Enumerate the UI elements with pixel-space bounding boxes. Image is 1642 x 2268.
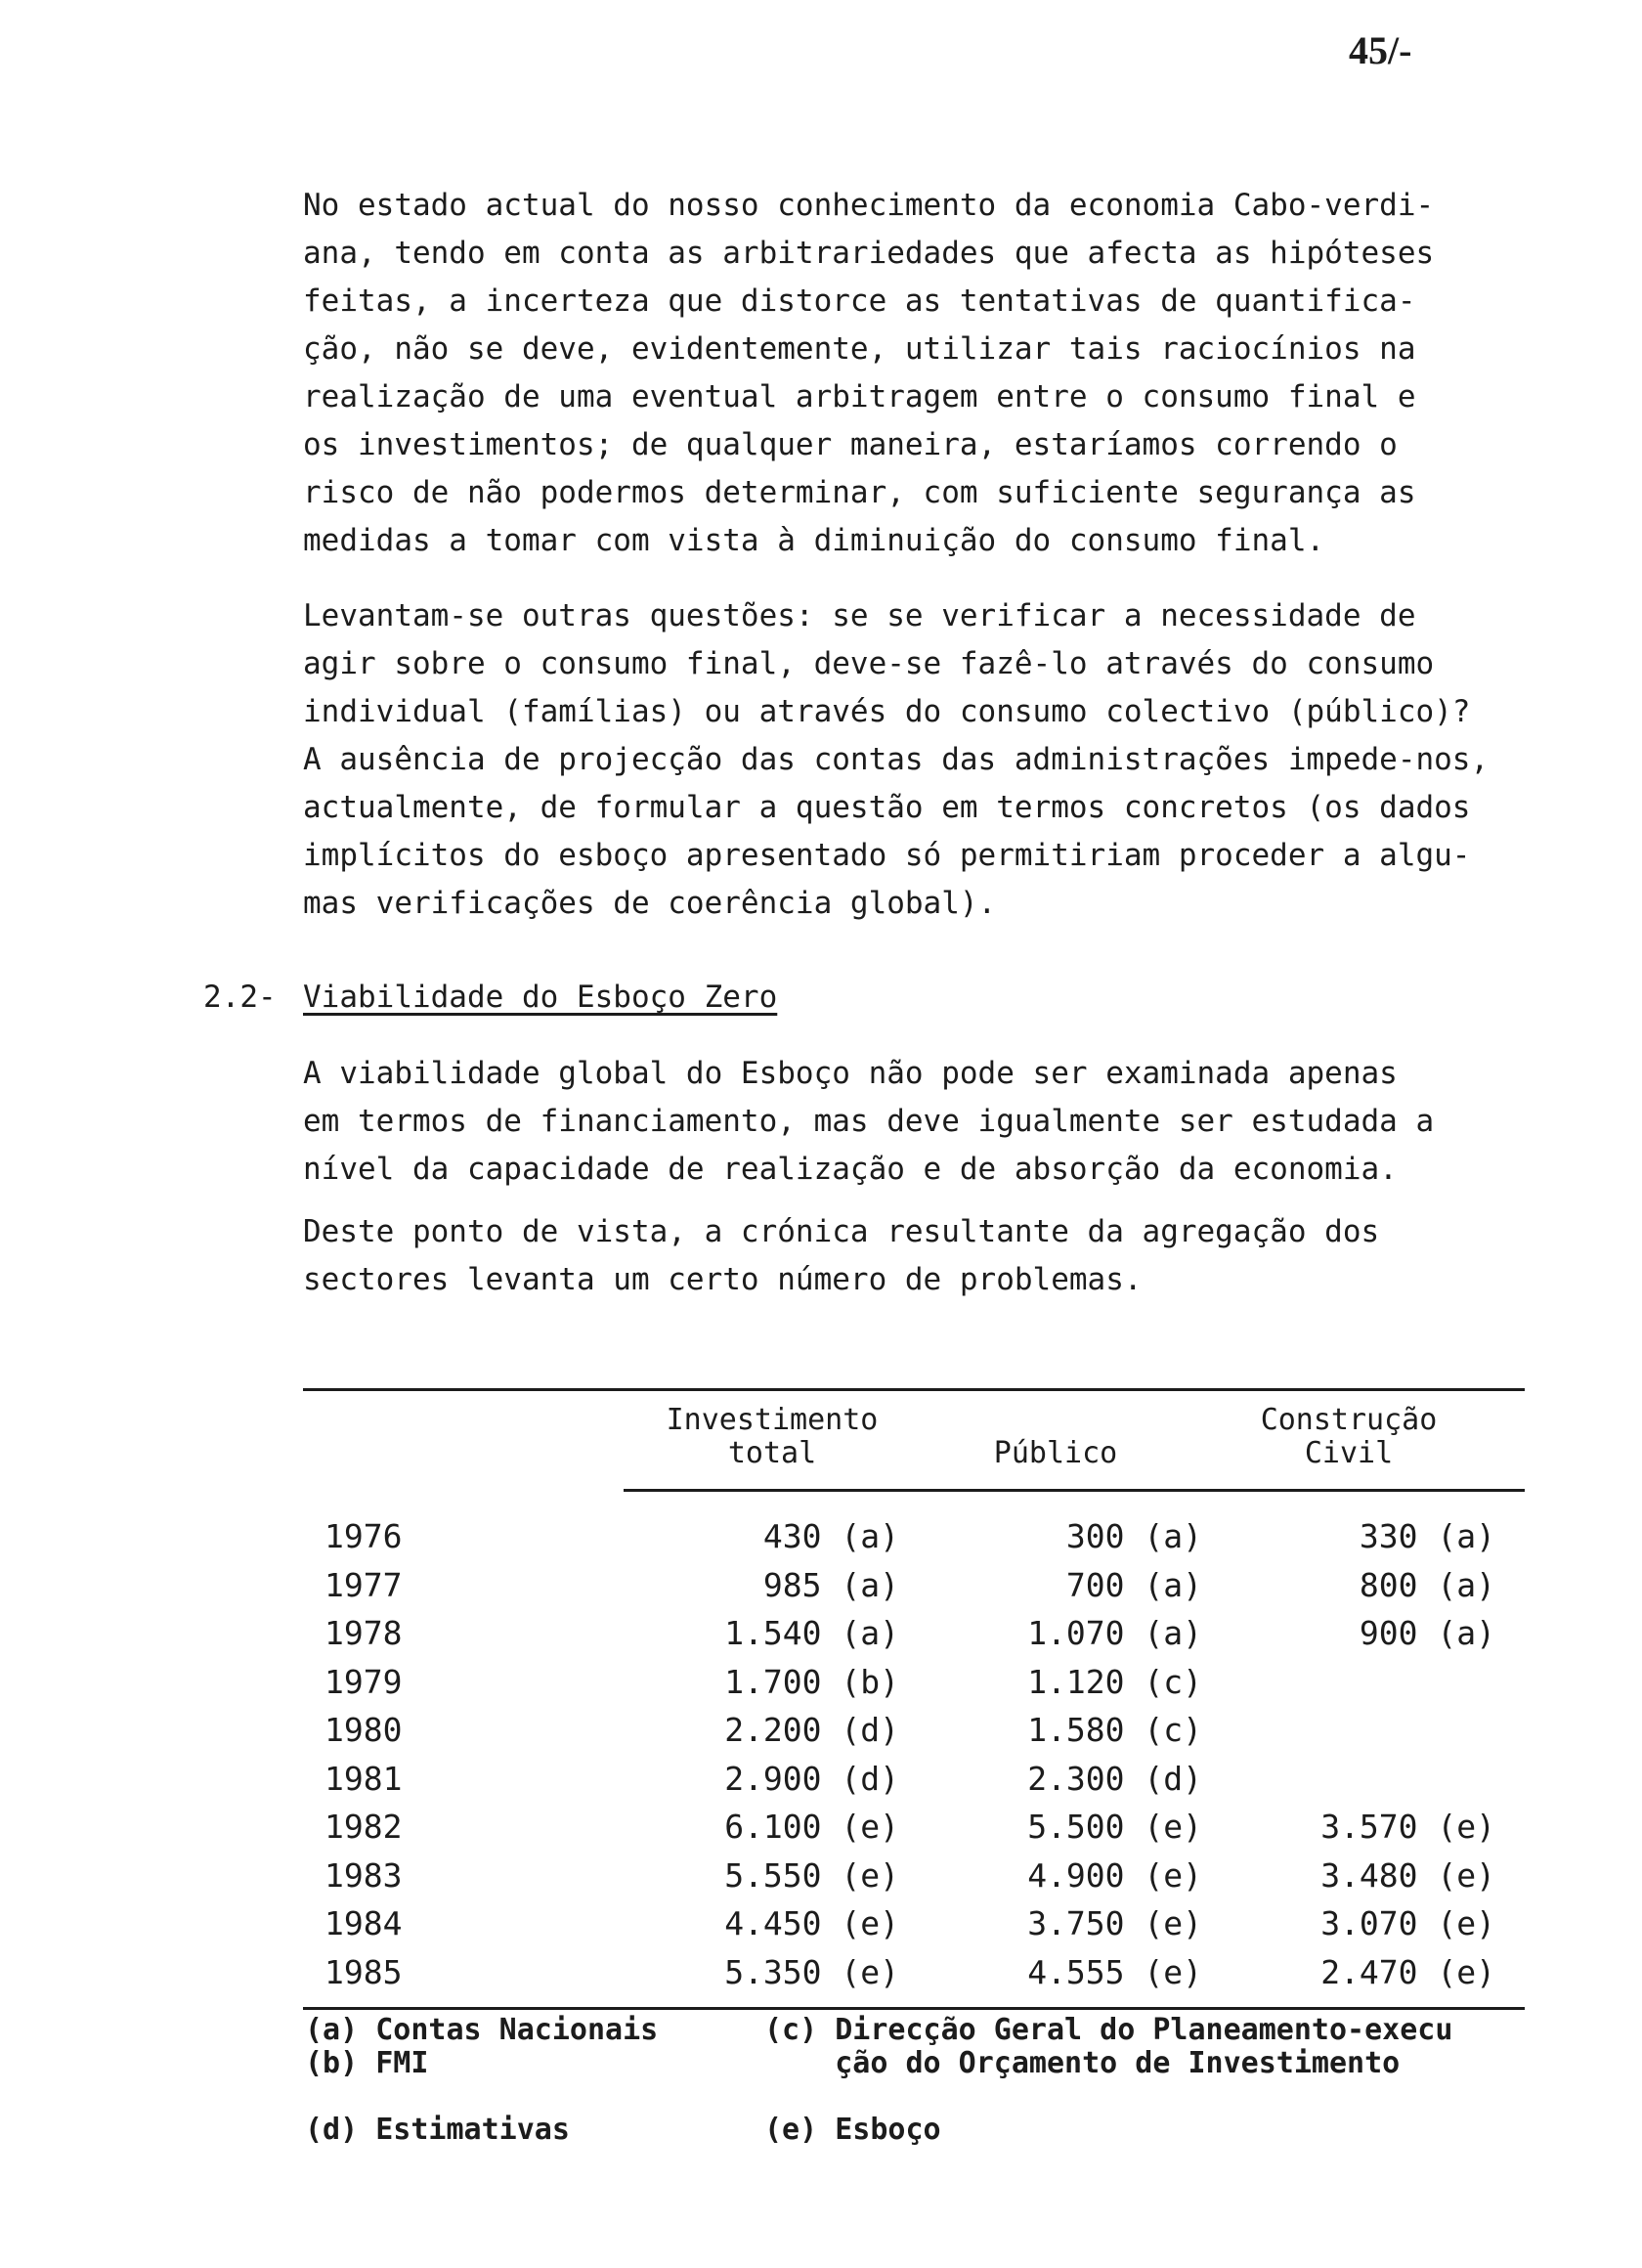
- cell-publico: 2.300 (d): [1027, 1760, 1202, 1798]
- cell-investimento-total: 6.100 (e): [724, 1808, 899, 1846]
- cell-construcao-civil: 3.070 (e): [1320, 1904, 1495, 1942]
- cell-year: 1983: [324, 1856, 403, 1895]
- table-bottom-rule: [303, 2007, 1525, 2010]
- cell-investimento-total: 4.450 (e): [724, 1904, 899, 1942]
- cell-construcao-civil: 330 (a): [1359, 1517, 1495, 1555]
- cell-publico: 1.120 (c): [1027, 1663, 1202, 1701]
- cell-publico: 5.500 (e): [1027, 1808, 1202, 1846]
- cell-investimento-total: 1.540 (a): [724, 1614, 899, 1652]
- paragraph-outras-questoes: Levantam-se outras questões: se se verificar a necessidade de agir sobre o consumo final, deve-se fazê-lo através do consumo individual (famílias) ou através do consumo colectivo (público)? A ausência de projecção das contas das administrações impede-nos, actualmente, de formular a questão em termos concretos (os dados implícitos do esboço apresentado só permitiriam proceder a algu- mas verificações de coerência global).: [303, 598, 1490, 921]
- cell-year: 1979: [324, 1663, 403, 1701]
- table-row: [0, 1953, 1642, 2000]
- cell-publico: 300 (a): [1065, 1517, 1202, 1555]
- cell-year: 1978: [324, 1614, 403, 1652]
- cell-construcao-civil: 3.570 (e): [1320, 1808, 1495, 1846]
- page-number: 45/-: [1349, 28, 1412, 72]
- cell-construcao-civil: 3.480 (e): [1320, 1856, 1495, 1895]
- source-a: (a) Contas Nacionais: [305, 2013, 659, 2047]
- table-top-rule: [303, 1388, 1525, 1391]
- cell-construcao-civil: 800 (a): [1359, 1566, 1495, 1604]
- cell-publico: 1.070 (a): [1027, 1614, 1202, 1652]
- cell-publico: 3.750 (e): [1027, 1904, 1202, 1942]
- section-number: 2.2-: [203, 980, 277, 1015]
- cell-investimento-total: 1.700 (b): [724, 1663, 899, 1701]
- source-c: (c) Direcção Geral do Planeamento-execu ção do Orçamento de Investimento: [764, 2013, 1453, 2080]
- cell-year: 1984: [324, 1904, 403, 1942]
- table-row: [0, 1808, 1642, 1854]
- paragraph-viabilidade: A viabilidade global do Esboço não pode ser examinada apenas em termos de financiamento, mas deve igualmente ser estudada a nível da capacidade de realização e de absorção da economia.: [303, 1056, 1435, 1187]
- header-construcao-civil: Construção Civil: [1260, 1403, 1438, 1470]
- cell-publico: 4.555 (e): [1027, 1953, 1202, 1991]
- cell-publico: 700 (a): [1065, 1566, 1202, 1604]
- cell-construcao-civil: 900 (a): [1359, 1614, 1495, 1652]
- cell-publico: 1.580 (c): [1027, 1711, 1202, 1749]
- cell-year: 1985: [324, 1953, 403, 1991]
- table-row: [0, 1663, 1642, 1710]
- table-row: [0, 1711, 1642, 1758]
- cell-year: 1976: [324, 1517, 403, 1555]
- table-row: [0, 1566, 1642, 1613]
- cell-investimento-total: 985 (a): [762, 1566, 899, 1604]
- paragraph-ponto-de-vista: Deste ponto de vista, a crónica resultante da agregação dos sectores levanta um certo número de problemas.: [303, 1214, 1380, 1297]
- source-e: (e) Esboço: [764, 2113, 941, 2147]
- table-row: [0, 1904, 1642, 1951]
- cell-investimento-total: 5.550 (e): [724, 1856, 899, 1895]
- source-b: (b) FMI: [305, 2046, 429, 2080]
- cell-investimento-total: 2.900 (d): [724, 1760, 899, 1798]
- cell-year: 1977: [324, 1566, 403, 1604]
- cell-investimento-total: 5.350 (e): [724, 1953, 899, 1991]
- source-d: (d) Estimativas: [305, 2113, 570, 2147]
- section-title: Viabilidade do Esboço Zero: [303, 980, 778, 1015]
- cell-construcao-civil: 2.470 (e): [1320, 1953, 1495, 1991]
- table-row: [0, 1614, 1642, 1661]
- table-row: [0, 1517, 1642, 1564]
- table-row: [0, 1760, 1642, 1807]
- cell-investimento-total: 430 (a): [762, 1517, 899, 1555]
- table-row: [0, 1856, 1642, 1903]
- paragraph-consumo-final: No estado actual do nosso conhecimento da economia Cabo-verdi- ana, tendo em conta as arbitrariedades que afecta as hipóteses feitas, a incerteza que distorce as tentativas de quantifica- ção, não se deve, evidentemente, utilizar tais raciocínios na realização de uma eventual arbitragem entre o consumo final e os investimentos; de qualquer maneira, estaríamos correndo o risco de não podermos determinar, com suficiente segurança as medidas a tomar com vista à diminuição do consumo final.: [303, 188, 1435, 558]
- cell-year: 1981: [324, 1760, 403, 1798]
- table-header-rule: [624, 1489, 1525, 1492]
- cell-year: 1980: [324, 1711, 403, 1749]
- cell-publico: 4.900 (e): [1027, 1856, 1202, 1895]
- cell-year: 1982: [324, 1808, 403, 1846]
- cell-investimento-total: 2.200 (d): [724, 1711, 899, 1749]
- header-publico: Público: [993, 1436, 1118, 1470]
- header-investimento-total: Investimento total: [666, 1403, 879, 1470]
